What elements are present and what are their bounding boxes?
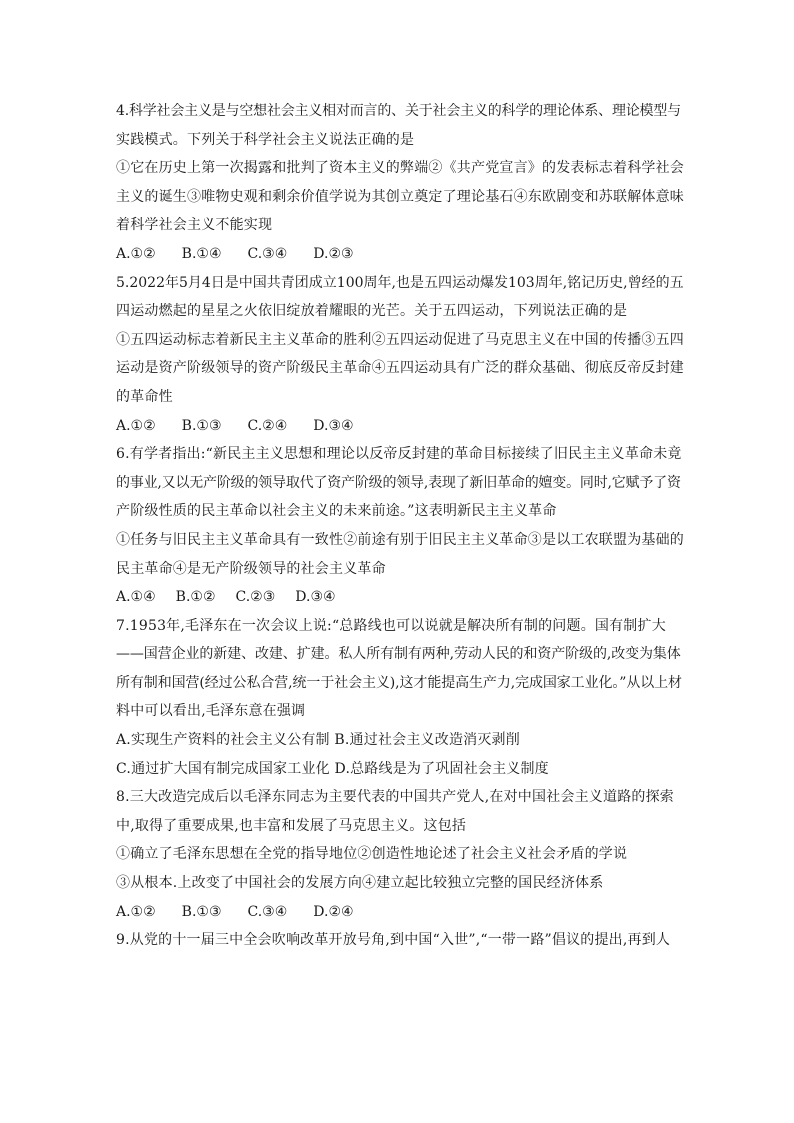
- question-text-line: 4.科学社会主义是与空想社会主义相对而言的、关于社会主义的科学的理论体系、理论模型与: [116, 103, 681, 119]
- question-text-line: 的革命性: [116, 388, 173, 405]
- option-c: C.②④: [247, 417, 288, 434]
- option-d: D.③④: [295, 589, 336, 606]
- question-text-line: 四运动燃起的星星之火依旧绽放着耀眼的光芒。关于五四运动，下列说法正确的是: [116, 303, 628, 320]
- question-9: [116, 926, 684, 955]
- question-text-line: 民主革命④是无产阶级领导的社会主义革命: [116, 560, 386, 577]
- answer-options-line: A.实现生产资料的社会主义公有制 B.通过社会主义改造消灭剥削: [116, 732, 520, 749]
- answer-options: [116, 583, 684, 612]
- option-b: B.①②: [175, 589, 216, 606]
- question-text-line: 的事业,又以无产阶级的领导取代了资产阶级的领导,表现了新旧革命的嬗变。同时,它赋予了资: [116, 474, 681, 491]
- option-d: D.②③: [313, 245, 354, 262]
- question-text-line: 6.有学者指出:“新民主主义思想和理论以反帝反封建的革命目标接续了旧民主主义革命未竟: [116, 446, 682, 463]
- question-text-line: 5.2022年5月4日是中国共青团成立100周年,也是五四运动爆发103周年,铭记历史,曾经的五: [116, 274, 684, 291]
- question-text-line: 料中可以看出,毛泽东意在强调: [116, 703, 306, 720]
- question-5: [116, 269, 684, 441]
- option-c: C.③④: [247, 245, 288, 262]
- question-text-line: 运动是资产阶级领导的资产阶级民主革命④五四运动具有广泛的群众基础、彻底反帝反封建: [116, 360, 684, 377]
- answer-options: [116, 240, 684, 269]
- question-7: [116, 612, 684, 784]
- question-text-line: ①五四运动标志着新民主主义革命的胜利②五四运动促进了马克思主义在中国的传播③五四: [116, 331, 684, 348]
- question-text-line: 中,取得了重要成果,也丰富和发展了马克思主义。这包括: [116, 817, 467, 834]
- question-6: [116, 440, 684, 612]
- question-text-line: 着科学社会主义不能实现: [116, 217, 273, 234]
- question-text-line: ③从根本.上改变了中国社会的发展方向④建立起比较独立完整的国民经济体系: [116, 875, 604, 892]
- option-d: D.②④: [313, 903, 354, 920]
- option-b: B.①③: [181, 903, 222, 920]
- question-8: [116, 783, 684, 926]
- document-page: [116, 97, 684, 955]
- question-text-line: 产阶级性质的民主革命以社会主义的未来前途。”这表明新民主主义革命: [116, 503, 557, 520]
- question-text-line: ①确立了毛泽东思想在全党的指导地位②创造性地论述了社会主义社会矛盾的学说: [116, 846, 628, 863]
- option-a: A.①②: [116, 903, 156, 920]
- option-a: A.①④: [116, 589, 156, 606]
- answer-options: [116, 412, 684, 441]
- option-c: C.②③: [235, 589, 276, 606]
- question-text-line: 7.1953年,毛泽东在一次会议上说:“总路线也可以说就是解决所有制的问题。国有制扩大: [116, 617, 666, 634]
- question-text-line: 主义的诞生③唯物史观和剩余价值学说为其创立奠定了理论基石④东欧剧变和苏联解体意味: [116, 188, 684, 205]
- question-text-line: 所有制和国营(经过公私合营,统一于社会主义),这才能提高生产力,完成国家工业化。”从以上材: [116, 674, 682, 691]
- question-text-line: ——国营企业的新建、改建、扩建。私人所有制有两种,劳动人民的和资产阶级的,改变为集体: [116, 646, 681, 663]
- answer-options: [116, 898, 684, 927]
- option-a: A.①②: [116, 245, 156, 262]
- question-text-line: ①任务与旧民主主义革命具有一致性②前途有别于旧民主主义革命③是以工农联盟为基础的: [116, 531, 684, 548]
- question-text-line: 实践模式。下列关于科学社会主义说法正确的是: [116, 131, 415, 148]
- option-a: A.①②: [116, 417, 156, 434]
- option-b: B.①③: [181, 417, 222, 434]
- option-b: B.①④: [181, 245, 222, 262]
- question-text-line: 8.三大改造完成后以毛泽东同志为主要代表的中国共产党人,在对中国社会主义道路的探索: [116, 789, 675, 806]
- option-d: D.③④: [313, 417, 354, 434]
- question-text-line: ①它在历史上第一次揭露和批判了资本主义的弊端②《共产党宣言》的发表标志着科学社会: [116, 160, 684, 177]
- option-c: C.③④: [247, 903, 288, 920]
- question-text-line: 9.从党的十一届三中全会吹响改革开放号角,到中国“入世”,“一带一路”倡议的提出,再到人: [116, 932, 671, 949]
- answer-options-line: C.通过扩大国有制完成国家工业化 D.总路线是为了巩固社会主义制度: [116, 760, 549, 777]
- question-4: [116, 97, 684, 269]
